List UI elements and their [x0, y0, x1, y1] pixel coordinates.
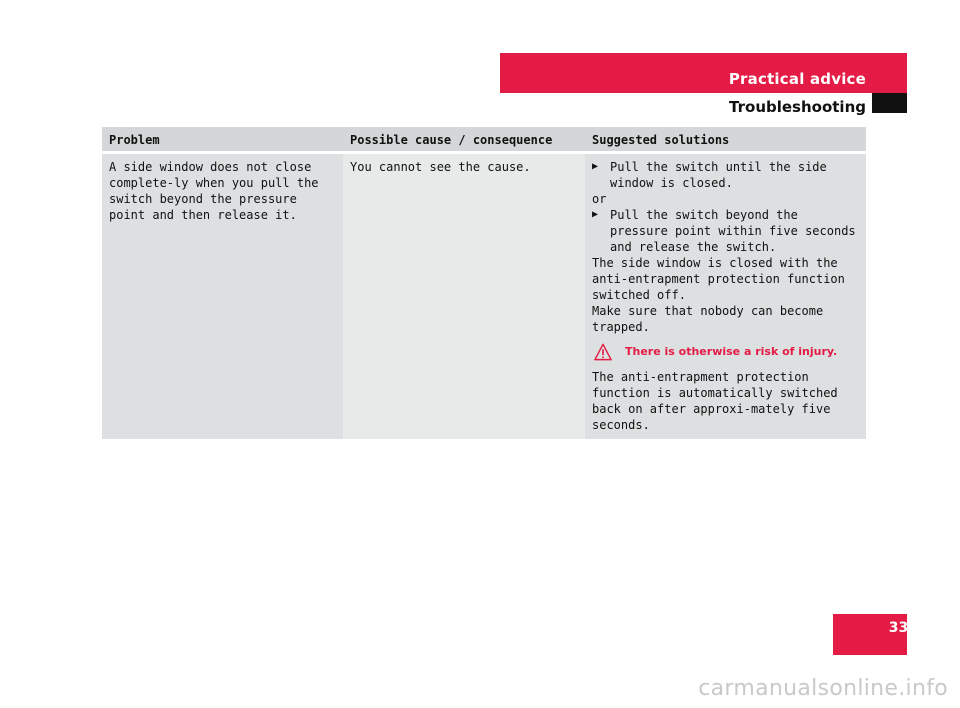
column-header-cause: Possible cause / consequence [343, 127, 585, 151]
problem-text: A side window does not close complete-ly when you pull the switch beyond the pressure point and then release it. [109, 160, 319, 222]
section-tab [872, 93, 907, 113]
subsection-title: Troubleshooting [729, 98, 866, 116]
watermark: carmanualsonline.info [698, 676, 948, 701]
note-2-text: Make sure that nobody can become trapped. [592, 304, 824, 334]
solution-step-2 [592, 207, 859, 255]
arrow-bullet-icon: ▶ [592, 161, 599, 172]
step-1-text: Pull the switch until the side window is closed. [610, 160, 827, 190]
or-text: or [592, 192, 607, 206]
troubleshooting-table [102, 127, 866, 439]
section-title: Practical advice [728, 70, 866, 88]
cell-solutions [585, 151, 866, 439]
column-header-solutions: Suggested solutions [585, 127, 866, 151]
warning-row [592, 343, 859, 361]
note-1-text: The side window is closed with the anti-entrapment protection function switched off. [592, 256, 845, 302]
cell-cause [343, 151, 585, 439]
warning-triangle-icon [594, 343, 612, 361]
arrow-bullet-icon: ▶ [592, 209, 599, 220]
warning-text: There is otherwise a risk of injury. [625, 345, 838, 358]
final-text: The anti-entrapment protection function is automatically switched back on after approxi-mately five seconds. [592, 370, 838, 432]
cause-text: You cannot see the cause. [350, 160, 531, 174]
column-header-problem: Problem [102, 127, 343, 151]
solution-step-1 [592, 159, 859, 191]
cell-problem [102, 151, 343, 439]
step-2-text: Pull the switch beyond the pressure point within five seconds and release the switch. [610, 208, 856, 254]
page-number: 333 [888, 620, 918, 636]
